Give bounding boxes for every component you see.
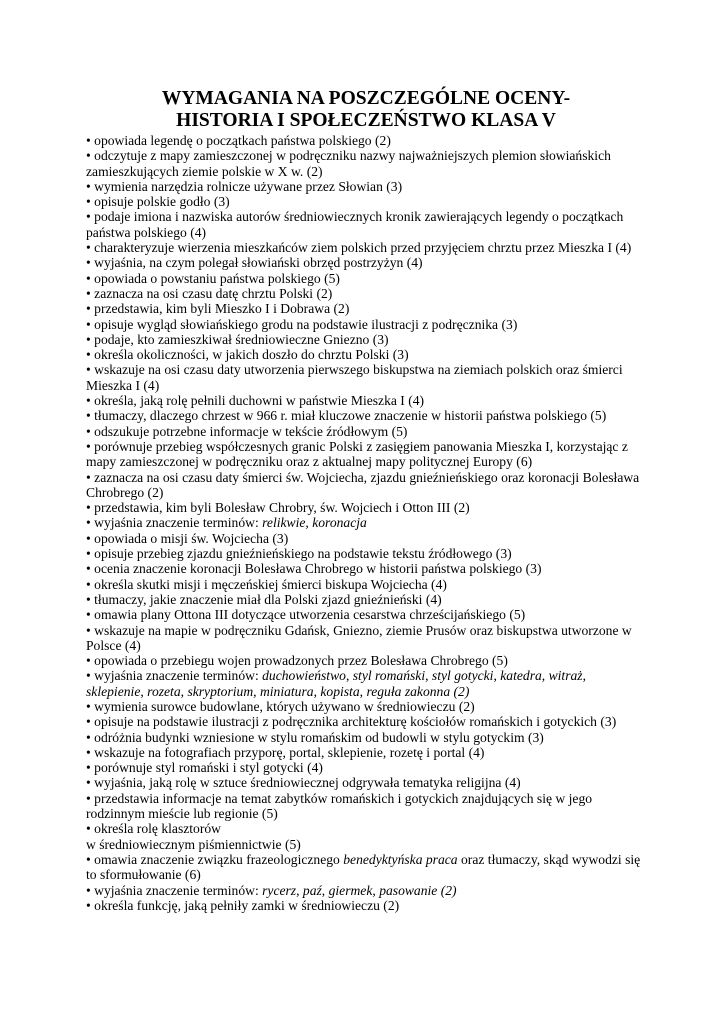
requirement-line: Chrobrego (2)	[86, 484, 164, 500]
requirement-line: w średniowiecznym piśmiennictwie (5)	[86, 836, 301, 852]
requirement-line: • odróżnia budynki wzniesione w stylu romańskim od budowli w stylu gotyckim (3)	[86, 729, 544, 745]
requirement-item	[86, 714, 646, 729]
requirement-line: • opisuje wygląd słowiańskiego grodu na podstawie ilustracji z podręcznika (3)	[86, 316, 518, 332]
requirement-line: • charakteryzuje wierzenia mieszkańców ziem polskich przed przyjęciem chrztu przez Mieszka I (4)	[86, 240, 632, 256]
requirement-line: • wyjaśnia znaczenie terminów: relikwie, koronacja	[86, 515, 367, 531]
requirement-line: • zaznacza na osi czasu datę chrztu Polski (2)	[86, 285, 333, 301]
requirement-line: • wskazuje na mapie w podręczniku Gdańsk, Gniezno, ziemie Prusów oraz biskupstwa utworzone w	[86, 622, 632, 638]
requirement-line: • wyjaśnia znaczenie terminów: duchowieństwo, styl romański, styl gotycki, katedra, witraż,	[86, 668, 586, 684]
requirement-item	[86, 546, 646, 561]
requirement-line: • określa rolę klasztorów	[86, 821, 221, 837]
requirement-line: Polsce (4)	[86, 637, 141, 653]
requirement-line: • opowiada o misji św. Wojciecha (3)	[86, 530, 289, 546]
requirement-line: • przedstawia, kim byli Bolesław Chrobry, św. Wojciech i Otton III (2)	[86, 500, 470, 516]
requirement-line: • omawia znaczenie związku frazeologicznego benedyktyńska praca oraz tłumaczy, skąd wywodzi się	[86, 851, 641, 867]
requirement-line: • przedstawia, kim byli Mieszko I i Dobrawa (2)	[86, 301, 350, 317]
requirement-line: sklepienie, rozeta, skryptorium, miniatura, kopista, reguła zakonna (2)	[86, 683, 470, 699]
requirement-item	[86, 240, 646, 255]
requirement-item	[86, 515, 646, 530]
requirement-item	[86, 623, 646, 654]
requirement-line: • omawia plany Ottona III dotyczące utworzenia cesarstwa chrześcijańskiego (5)	[86, 607, 526, 623]
requirement-item	[86, 852, 646, 883]
requirement-line: • określa skutki misji i męczeńskiej śmierci biskupa Wojciecha (4)	[86, 576, 447, 592]
requirement-line: • tłumaczy, jakie znaczenie miał dla Polski zjazd gnieźnieński (4)	[86, 591, 442, 607]
requirement-line: • wyjaśnia znaczenie terminów: rycerz, paź, giermek, pasowanie (2)	[86, 882, 457, 898]
requirement-line: • wskazuje na fotografiach przyporę, portal, sklepienie, rozetę i portal (4)	[86, 744, 485, 760]
requirement-item	[86, 424, 646, 439]
requirements-list	[86, 133, 646, 913]
title-line-1: WYMAGANIA NA POSZCZEGÓLNE OCENY-	[161, 88, 571, 109]
requirement-line: • zaznacza na osi czasu daty śmierci św. Wojciecha, zjazdu gnieźnieńskiego oraz koronacji Bolesława	[86, 469, 640, 485]
requirement-line: • opisuje polskie godło (3)	[86, 194, 230, 210]
requirement-line: • wymienia narzędzia rolnicze używane przez Słowian (3)	[86, 178, 403, 194]
requirement-line: to sformułowanie (6)	[86, 867, 201, 883]
requirement-item	[86, 332, 646, 347]
requirement-line: • odszukuje potrzebne informacje w tekście źródłowym (5)	[86, 423, 408, 439]
requirement-item	[86, 133, 646, 148]
requirement-item	[86, 898, 646, 913]
requirement-item	[86, 148, 646, 179]
requirement-item	[86, 393, 646, 408]
requirement-line: • opowiada o przebiegu wojen prowadzonych przez Bolesława Chrobrego (5)	[86, 653, 508, 669]
requirement-item	[86, 699, 646, 714]
requirement-item	[86, 362, 646, 393]
requirement-item	[86, 500, 646, 515]
requirement-line: mapy zamieszczonej w podręczniku oraz z aktualnej mapy politycznej Europy (6)	[86, 454, 533, 470]
requirement-item	[86, 607, 646, 622]
requirement-item	[86, 255, 646, 270]
requirement-item	[86, 408, 646, 423]
requirement-item	[86, 745, 646, 760]
requirement-line: zamieszkujących ziemie polskie w X w. (2)	[86, 163, 323, 179]
requirement-item	[86, 271, 646, 286]
requirement-item	[86, 286, 646, 301]
requirement-item	[86, 883, 646, 898]
requirement-line: • wyjaśnia, jaką rolę w sztuce średniowiecznej odgrywała tematyka religijna (4)	[86, 775, 521, 791]
requirement-line: • podaje, kto zamieszkiwał średniowieczne Gniezno (3)	[86, 331, 389, 347]
requirement-line: • wskazuje na osi czasu daty utworzenia pierwszego biskupstwa na ziemiach polskich oraz śmierci	[86, 362, 623, 378]
requirement-line: • ocenia znaczenie koronacji Bolesława Chrobrego w historii państwa polskiego (3)	[86, 561, 542, 577]
requirement-line: • odczytuje z mapy zamieszczonej w podręczniku nazwy najważniejszych plemion słowiańskich	[86, 148, 611, 164]
requirement-line: • określa okoliczności, w jakich doszło do chrztu Polski (3)	[86, 347, 409, 363]
requirement-item	[86, 347, 646, 362]
requirement-line: rodzinnym mieście lub regionie (5)	[86, 806, 278, 822]
requirement-line: • wymienia surowce budowlane, których używano w średniowieczu (2)	[86, 698, 475, 714]
requirement-line: • określa, jaką rolę pełnili duchowni w państwie Mieszka I (4)	[86, 393, 425, 409]
title-line-2: HISTORIA I SPOŁECZEŃSTWO KLASA V	[176, 110, 556, 131]
requirement-item	[86, 668, 646, 699]
requirement-item	[86, 592, 646, 607]
requirement-item	[86, 179, 646, 194]
requirement-line: • opowiada legendę o początkach państwa polskiego (2)	[86, 133, 391, 148]
requirement-line: • określa funkcję, jaką pełniły zamki w średniowieczu (2)	[86, 897, 400, 913]
requirement-line: • opowiada o powstaniu państwa polskiego (5)	[86, 270, 340, 286]
requirement-line: • podaje imiona i nazwiska autorów średniowiecznych kronik zawierających legendy o początkach	[86, 209, 624, 225]
requirement-item	[86, 760, 646, 775]
requirement-line: • opisuje przebieg zjazdu gnieźnieńskiego na podstawie tekstu źródłowego (3)	[86, 546, 512, 562]
requirement-line: • porównuje styl romański i styl gotycki (4)	[86, 760, 323, 776]
requirement-item	[86, 561, 646, 576]
requirement-line: • wyjaśnia, na czym polegał słowiański obrzęd postrzyżyn (4)	[86, 255, 423, 271]
requirement-item	[86, 730, 646, 745]
requirement-item	[86, 577, 646, 592]
requirement-item	[86, 317, 646, 332]
requirement-item	[86, 301, 646, 316]
requirement-item	[86, 194, 646, 209]
requirement-line: • porównuje przebieg współczesnych granic Polski z zasięgiem panowania Mieszka I, korzystając z	[86, 438, 628, 454]
requirement-line: Mieszka I (4)	[86, 377, 160, 393]
requirement-line: • tłumaczy, dlaczego chrzest w 966 r. miał kluczowe znaczenie w historii państwa polskiego (5)	[86, 408, 607, 424]
requirement-item	[86, 531, 646, 546]
requirement-item	[86, 821, 646, 852]
requirement-item	[86, 653, 646, 668]
requirement-line: • opisuje na podstawie ilustracji z podręcznika architekturę kościołów romańskich i gotyckich (3)	[86, 714, 617, 730]
document-title	[86, 88, 646, 132]
requirement-item	[86, 775, 646, 790]
requirement-line: • przedstawia informacje na temat zabytków romańskich i gotyckich znajdujących się w jego	[86, 790, 593, 806]
requirement-item	[86, 209, 646, 240]
requirement-item	[86, 439, 646, 470]
document-page	[86, 88, 646, 913]
requirement-line: państwa polskiego (4)	[86, 224, 207, 240]
requirement-item	[86, 791, 646, 822]
requirement-item	[86, 470, 646, 501]
